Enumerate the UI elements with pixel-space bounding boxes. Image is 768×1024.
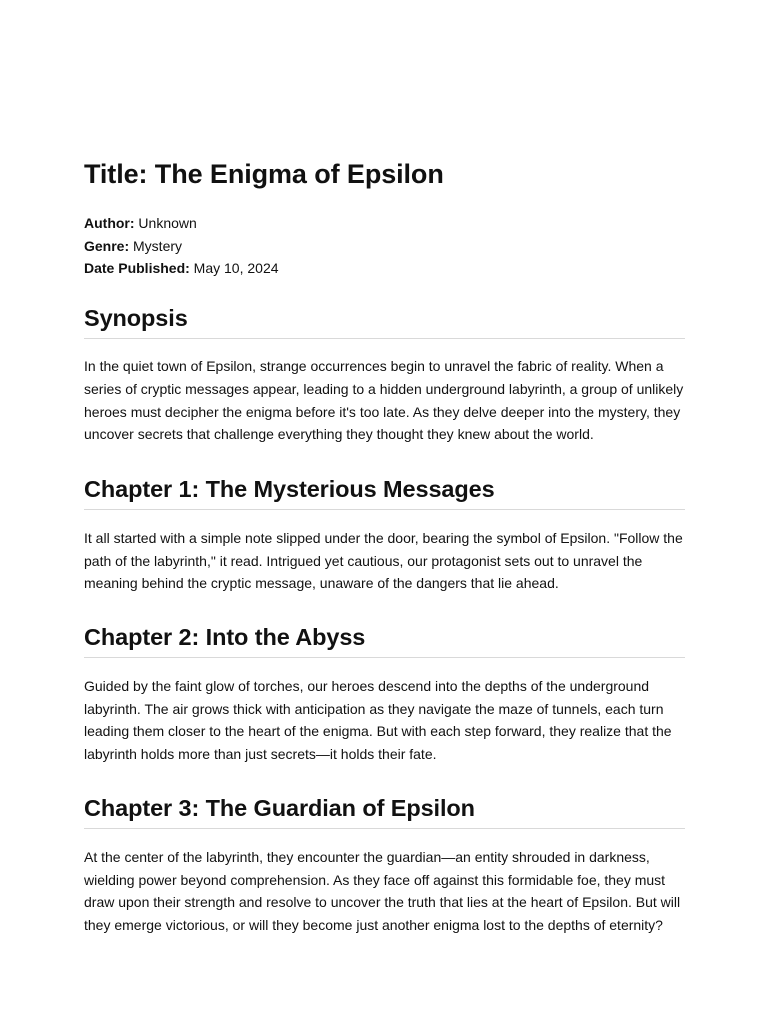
chapter-1-text: It all started with a simple note slipped under the door, bearing the symbol of Epsilon. "Follow the path of the labyrinth," it read. Intrigued yet cautious, our protagonist sets out to unravel the meaning behind the cryptic message, unaware of the dangers that lie ahead. (84, 529, 683, 592)
date-line (84, 257, 685, 280)
chapter-2-text: Guided by the faint glow of torches, our heroes descend into the depths of the underground labyrinth. The air grows thick with anticipation as they navigate the maze of tunnels, each turn leading them closer to the heart of the enigma. But with each step forward, they realize that the labyrinth holds more than just secrets—it holds their fate. (84, 678, 672, 763)
synopsis-text: In the quiet town of Epsilon, strange occurrences begin to unravel the fabric of reality. When a series of cryptic messages appear, leading to a hidden underground labyrinth, a group of unlikely heroes must decipher the enigma before it's too late. As they delve deeper into the mystery, they uncover secrets that challenge everything they thought they knew about the world. (84, 358, 684, 443)
author-line (84, 212, 685, 235)
chapter-3-heading: Chapter 3: The Guardian of Epsilon (84, 793, 685, 829)
date-label: Date Published: (84, 260, 190, 277)
document-content (84, 155, 685, 937)
document-title: Title: The Enigma of Epsilon (84, 159, 444, 189)
genre-label: Genre: (84, 237, 130, 254)
chapter-1-heading: Chapter 1: The Mysterious Messages (84, 474, 685, 510)
date-value: May 10, 2024 (189, 260, 279, 277)
chapter-3-text: At the center of the labyrinth, they encounter the guardian—an entity shrouded in darkness, wielding power beyond comprehension. As they face off against this formidable foe, they must draw upon their strength and resolve to uncover the truth that lies at the heart of Epsilon. But will they emerge victorious, or will they become just another enigma lost to the depths of eternity? (84, 848, 681, 933)
synopsis-heading: Synopsis (84, 303, 685, 339)
author-label: Author: (84, 215, 135, 231)
genre-line (84, 235, 685, 258)
genre-value: Mystery (129, 237, 183, 254)
author-value: Unknown (134, 215, 197, 231)
metadata-block (84, 212, 685, 280)
chapter-2-heading: Chapter 2: Into the Abyss (84, 622, 685, 658)
